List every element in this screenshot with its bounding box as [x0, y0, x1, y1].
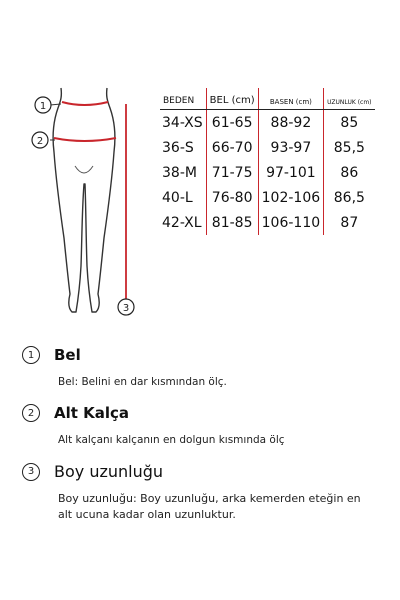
table-row: [160, 160, 375, 185]
table-row: [160, 110, 375, 136]
cell-hip: 102-106: [258, 185, 324, 210]
header-length: UZUNLUK (cm): [324, 88, 375, 110]
cell-size: 34-XS: [160, 110, 206, 136]
legend-item-waist: [22, 346, 382, 390]
legend-desc-length: Boy uzunluğu: Boy uzunluğu, arka kemerden eteğin en alt ucuna kadar olan uzunluktur.: [58, 492, 361, 521]
table-row: [160, 185, 375, 210]
legend-number-1: 1: [22, 346, 40, 364]
header-size: BEDEN: [160, 88, 206, 110]
legend-title-length: Boy uzunluğu: [54, 462, 164, 481]
table-row: [160, 135, 375, 160]
cell-length: 87: [340, 214, 359, 231]
legend-title-hip: Alt Kalça: [54, 404, 130, 422]
body-outline: [53, 88, 115, 312]
cell-length: 85,5: [333, 139, 365, 156]
body-outline-illustration: [28, 88, 140, 318]
callout-number-2: 2: [36, 136, 44, 147]
hip-measure-line: [54, 138, 116, 141]
legend-number-3: 3: [22, 463, 40, 481]
legend-item-hip: [22, 404, 382, 448]
cell-waist: 61-65: [206, 110, 258, 136]
callout-number-1: 1: [39, 101, 47, 112]
cell-length: 86,5: [333, 189, 365, 206]
legend-desc-waist: Bel: Belini en dar kısmından ölç.: [58, 376, 227, 388]
cell-size: 36-S: [160, 135, 206, 160]
cell-hip: 88-92: [258, 110, 324, 136]
cell-waist: 66-70: [206, 135, 258, 160]
cell-waist: 76-80: [206, 185, 258, 210]
cell-hip: 97-101: [258, 160, 324, 185]
cell-size: 42-XL: [160, 210, 206, 235]
cell-size: 38-M: [160, 160, 206, 185]
cell-waist: 81-85: [206, 210, 258, 235]
leggings-figure: [28, 88, 140, 318]
callout-number-3: 3: [122, 303, 130, 314]
table-header-row: [160, 88, 375, 110]
table-row: [160, 210, 375, 235]
cell-length: 86: [340, 164, 359, 181]
seam-line: [75, 166, 93, 173]
legend-item-length: [22, 462, 382, 523]
cell-hip: 93-97: [258, 135, 324, 160]
cell-length: 85: [340, 114, 359, 131]
cell-size: 40-L: [160, 185, 206, 210]
legend-number-2: 2: [22, 404, 40, 422]
header-waist: BEL (cm): [206, 88, 258, 110]
cell-hip: 106-110: [258, 210, 324, 235]
header-hip: BASEN (cm): [258, 88, 324, 110]
cell-waist: 71-75: [206, 160, 258, 185]
legend-desc-hip: Alt kalçanı kalçanın en dolgun kısmında ölç: [58, 434, 285, 446]
waist-measure-line: [62, 102, 108, 105]
size-chart-table: [160, 88, 375, 235]
legend-title-waist: Bel: [54, 346, 81, 364]
